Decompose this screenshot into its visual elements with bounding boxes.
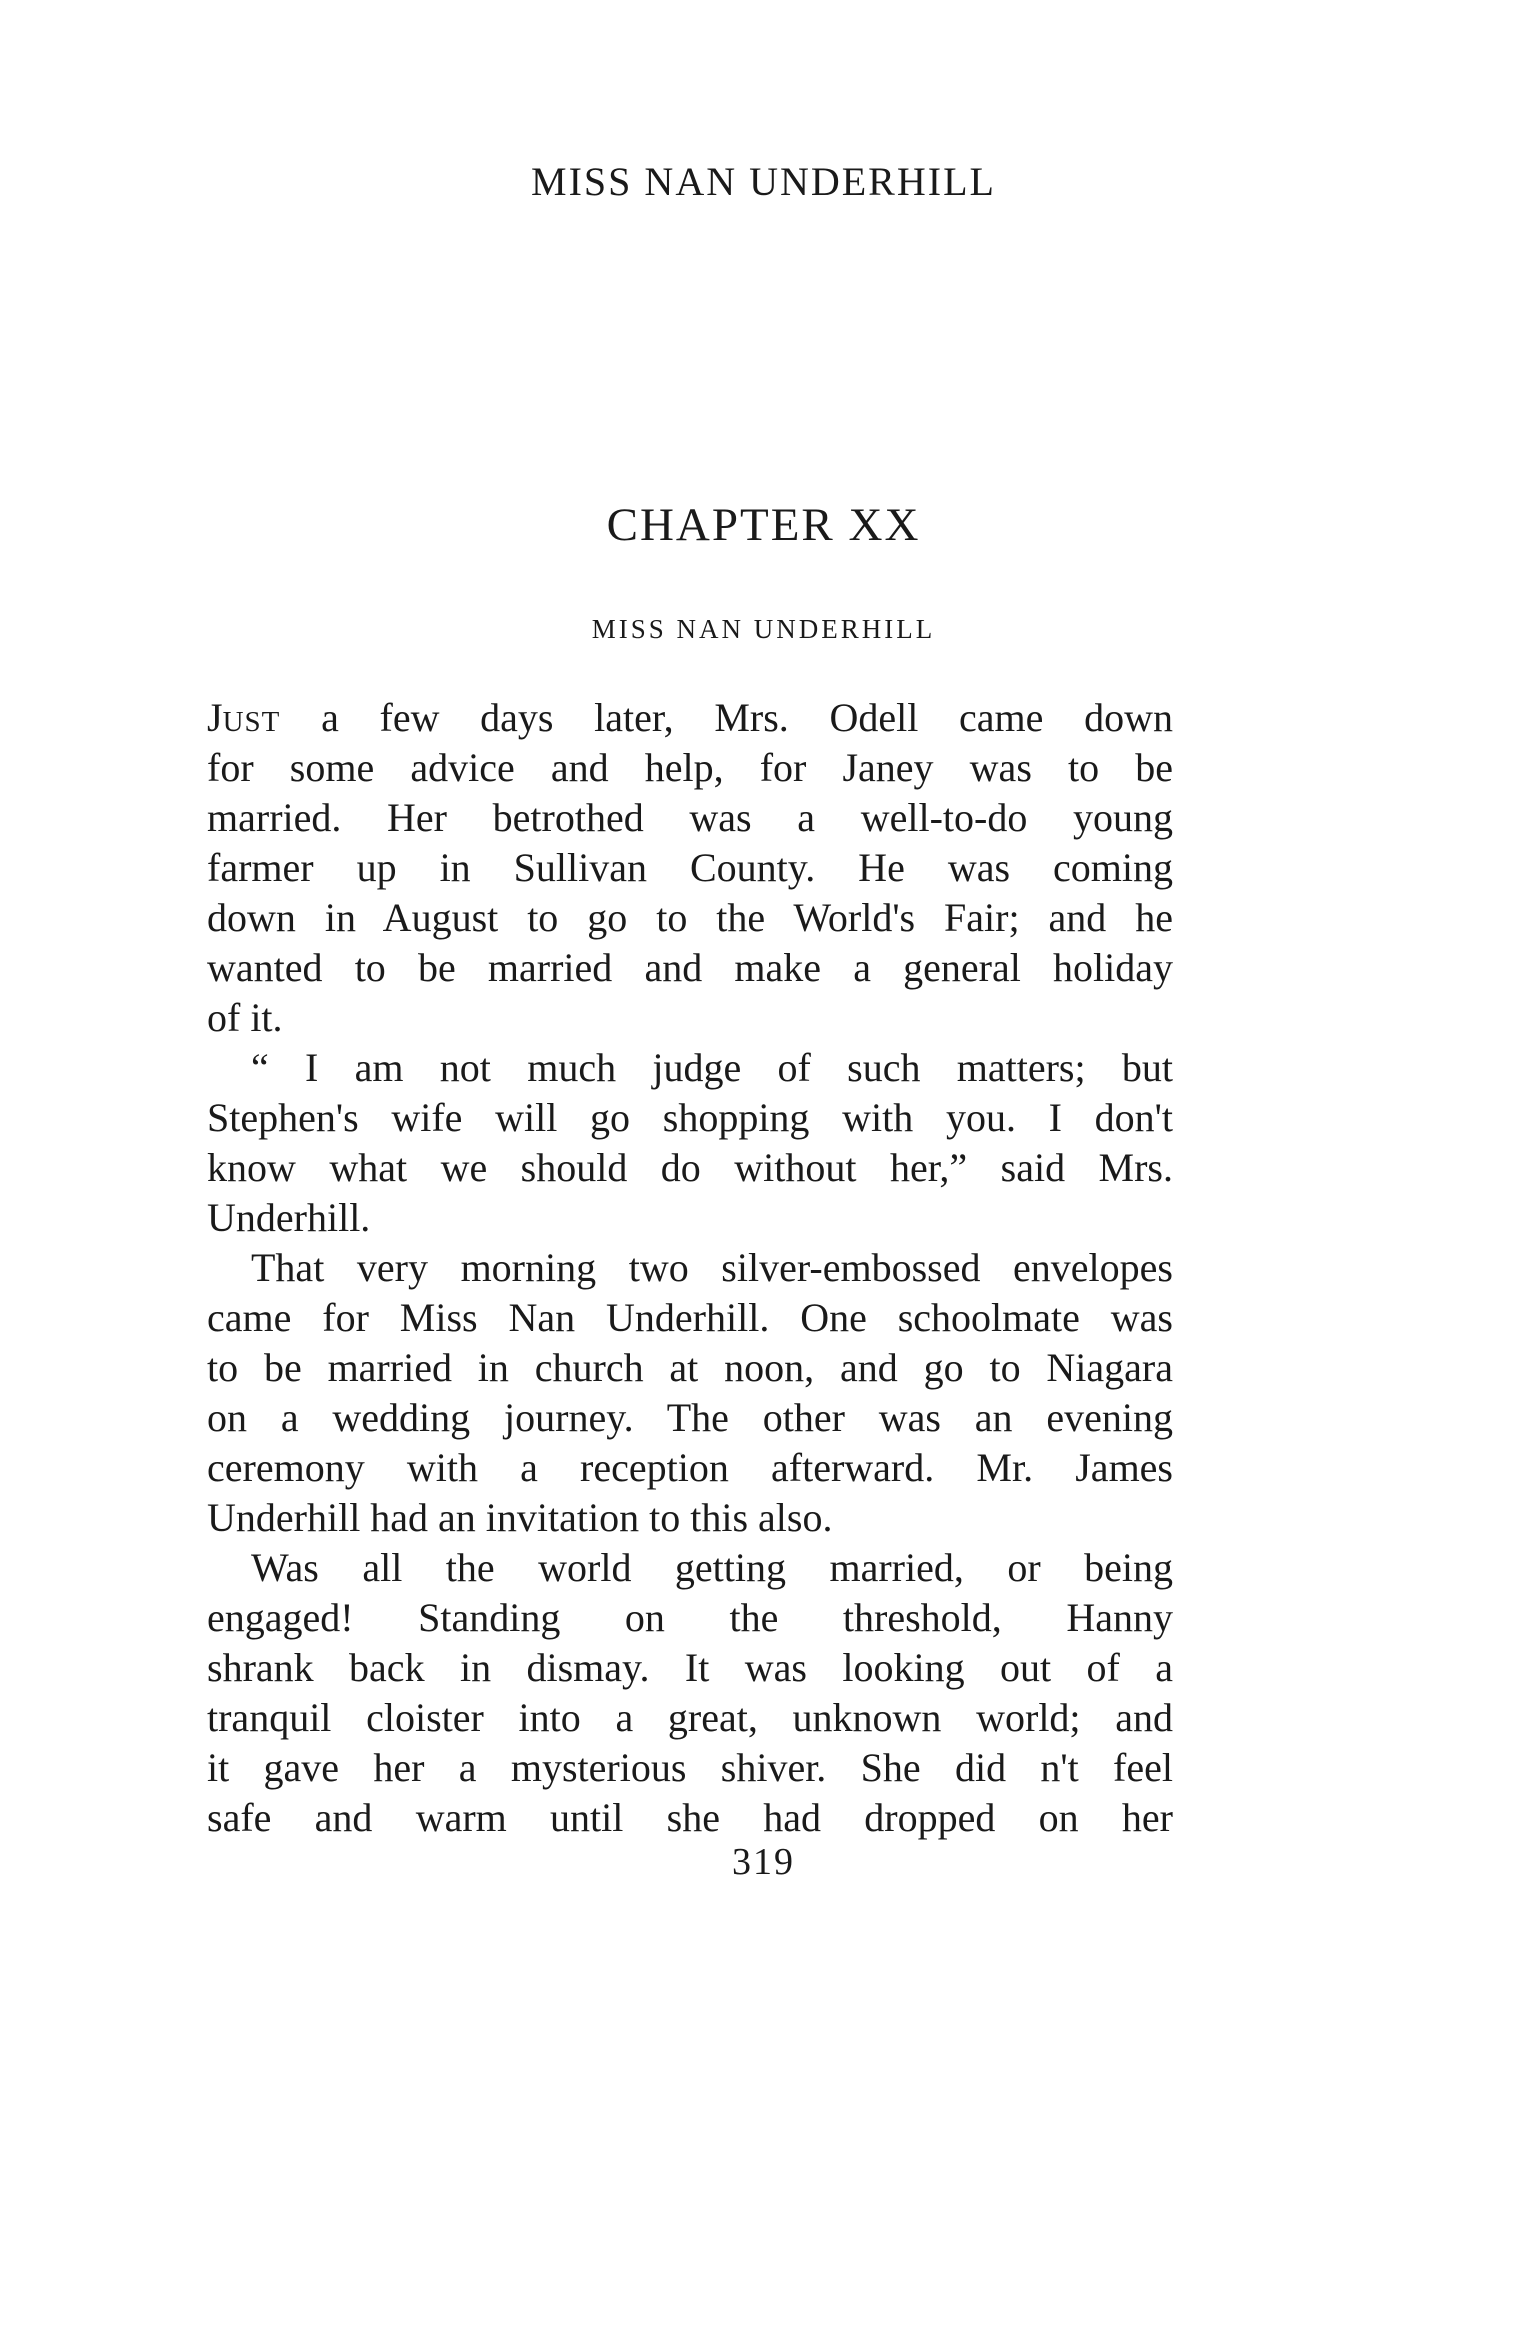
text-line: shrank back in dismay. It was looking out of a [207, 1645, 1173, 1690]
running-head: MISS NAN UNDERHILL [531, 159, 996, 204]
text-line: tranquil cloister into a great, unknown world; and [207, 1695, 1173, 1740]
text-line-first [207, 693, 1173, 743]
chapter-number: CHAPTER XX [606, 499, 921, 551]
text-line: it gave her a mysterious shiver. She did n't feel [207, 1745, 1173, 1790]
text-line: That very morning two silver-embossed envelopes [251, 1245, 1173, 1290]
text-line: Underhill had an invitation to this also. [207, 1495, 833, 1540]
text-line: wanted to be married and make a general holiday [207, 945, 1173, 990]
first-line-rest: a few days later, Mrs. Odell came down [280, 695, 1173, 740]
text-line: for some advice and help, for Janey was to be [207, 745, 1173, 790]
text-line: farmer up in Sullivan County. He was coming [207, 845, 1173, 890]
initial-smallcaps: UST [222, 706, 281, 738]
text-line: to be married in church at noon, and go to Niagara [207, 1345, 1173, 1390]
text-line: on a wedding journey. The other was an evening [207, 1395, 1173, 1440]
text-line: came for Miss Nan Underhill. One schoolmate was [207, 1295, 1173, 1340]
body-text [207, 693, 1173, 1843]
text-line: of it. [207, 995, 283, 1040]
text-line: Underhill. [207, 1195, 371, 1240]
text-line: safe and warm until she had dropped on her [207, 1795, 1173, 1840]
text-line: Stephen's wife will go shopping with you. I don't [207, 1095, 1173, 1140]
text-line: engaged! Standing on the threshold, Hanny [207, 1595, 1173, 1640]
text-line: married. Her betrothed was a well-to-do young [207, 795, 1173, 840]
text-line: Was all the world getting married, or being [251, 1545, 1173, 1590]
text-line: down in August to go to the World's Fair; and he [207, 895, 1173, 940]
text-line: “ I am not much judge of such matters; but [251, 1045, 1173, 1090]
text-line: ceremony with a reception afterward. Mr. James [207, 1445, 1173, 1490]
text-line: know what we should do without her,” said Mrs. [207, 1145, 1173, 1190]
chapter-title: MISS NAN UNDERHILL [591, 614, 936, 644]
page-number: 319 [732, 1841, 795, 1883]
initial-letter: J [207, 695, 223, 740]
